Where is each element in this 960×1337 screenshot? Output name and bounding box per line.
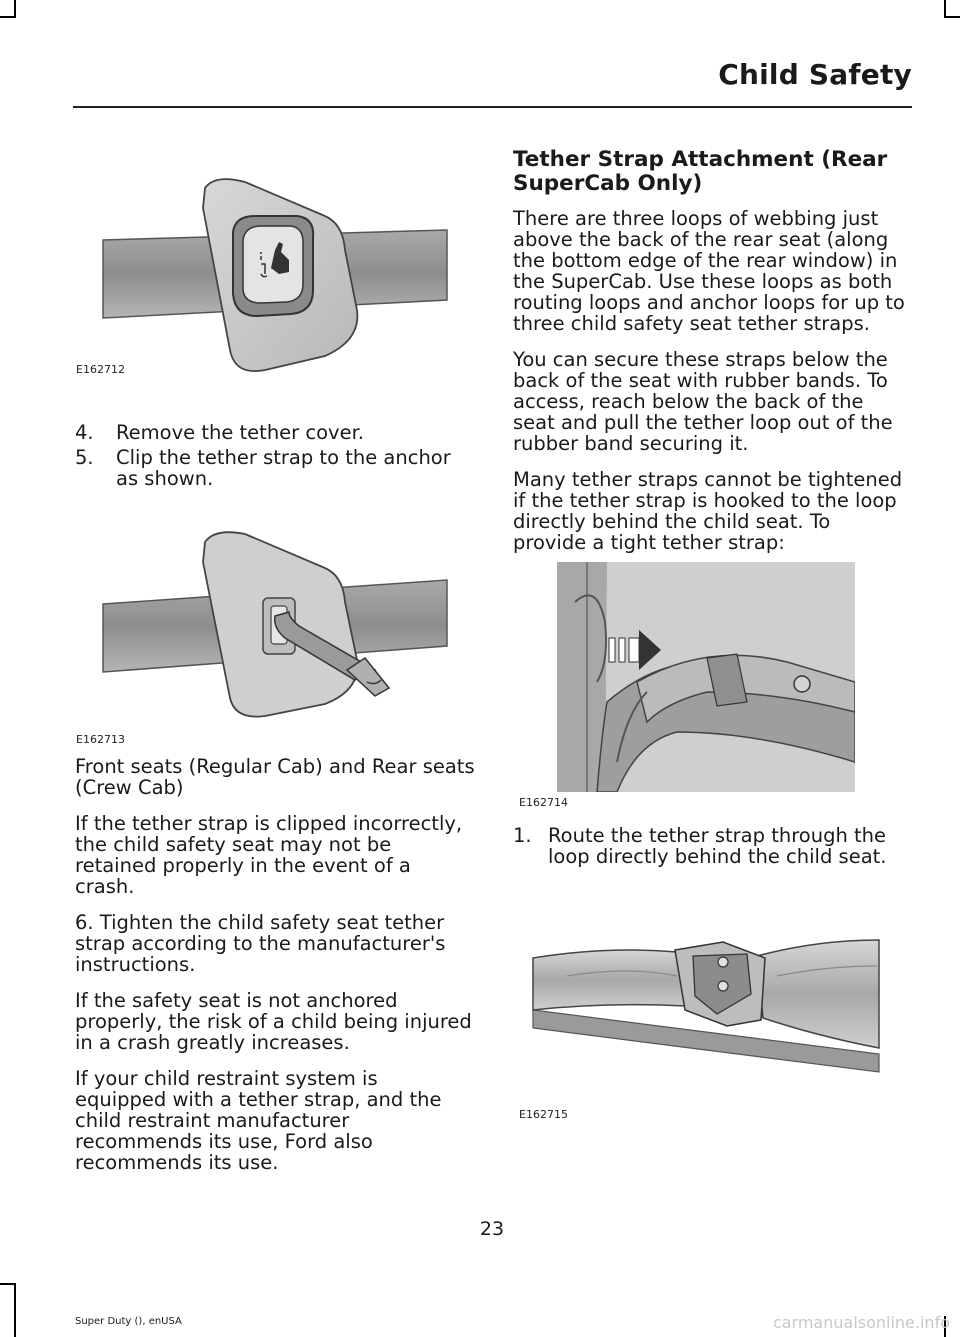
paragraph: If the safety seat is not anchored properly, the risk of a child being injured in a crash greatly increases. (75, 989, 472, 1054)
crop-mark (0, 1283, 16, 1285)
paragraph: If the tether strap is clipped incorrectly, the child safety seat may not be retained properly in the event of a crash. (75, 812, 463, 898)
step-number: 4. (75, 421, 94, 444)
section-heading: Tether Strap Attachment (Rear SuperCab Only) (513, 147, 888, 196)
paragraph: 6. Tighten the child safety seat tether strap according to the manufacturer's instructions. (75, 911, 446, 976)
page-number: 23 (479, 1218, 505, 1240)
figure-code: E162712 (76, 363, 125, 376)
paragraph: Many tether straps cannot be tightened if the tether strap is hooked to the loop directly behind the child seat. To provide a tight tether strap: (513, 468, 903, 554)
tether-cover-illustration (75, 160, 455, 380)
step-number: 5. (75, 446, 94, 469)
figure-code: E162715 (519, 1108, 568, 1121)
step-number: 1. (513, 824, 532, 847)
edition-label: Super Duty (), enUSA (75, 1316, 182, 1327)
crop-mark (0, 16, 16, 18)
figure-code: E162713 (76, 733, 125, 746)
step-text: Remove the tether cover. (116, 421, 365, 444)
webbing-loop-illustration (527, 936, 883, 1076)
header-divider (73, 106, 912, 108)
caption: Front seats (Regular Cab) and Rear seats (Crew Cab) (75, 755, 475, 799)
paragraph: There are three loops of webbing just above the back of the rear seat (along the bottom edge of the rear window) in the SuperCab. Use these loops as both routing loops and anchor loops for up to three child safety seat tether straps. (513, 207, 905, 335)
watermark: carmanualsonline.info (772, 1313, 950, 1332)
paragraph: If your child restraint system is equipped with a tether strap, and the child restraint manufacturer recommends its use, Ford also recommends its use. (75, 1067, 442, 1174)
body-text-block (513, 208, 908, 553)
body-text-block (75, 756, 475, 1173)
step-text: Clip the tether strap to the anchor as shown. (116, 446, 451, 490)
crop-mark (14, 1283, 16, 1337)
tether-clip-illustration (75, 520, 455, 725)
paragraph: You can secure these straps below the back of the seat with rubber bands. To access, reach below the back of the seat and pull the tether loop out of the rubber band securing it. (513, 348, 893, 455)
page-title: Child Safety (718, 58, 912, 91)
tether-routing-illustration (557, 562, 855, 792)
step-text: Route the tether strap through the loop directly behind the child seat. (548, 824, 887, 868)
crop-mark (944, 16, 960, 18)
figure-code: E162714 (519, 796, 568, 809)
